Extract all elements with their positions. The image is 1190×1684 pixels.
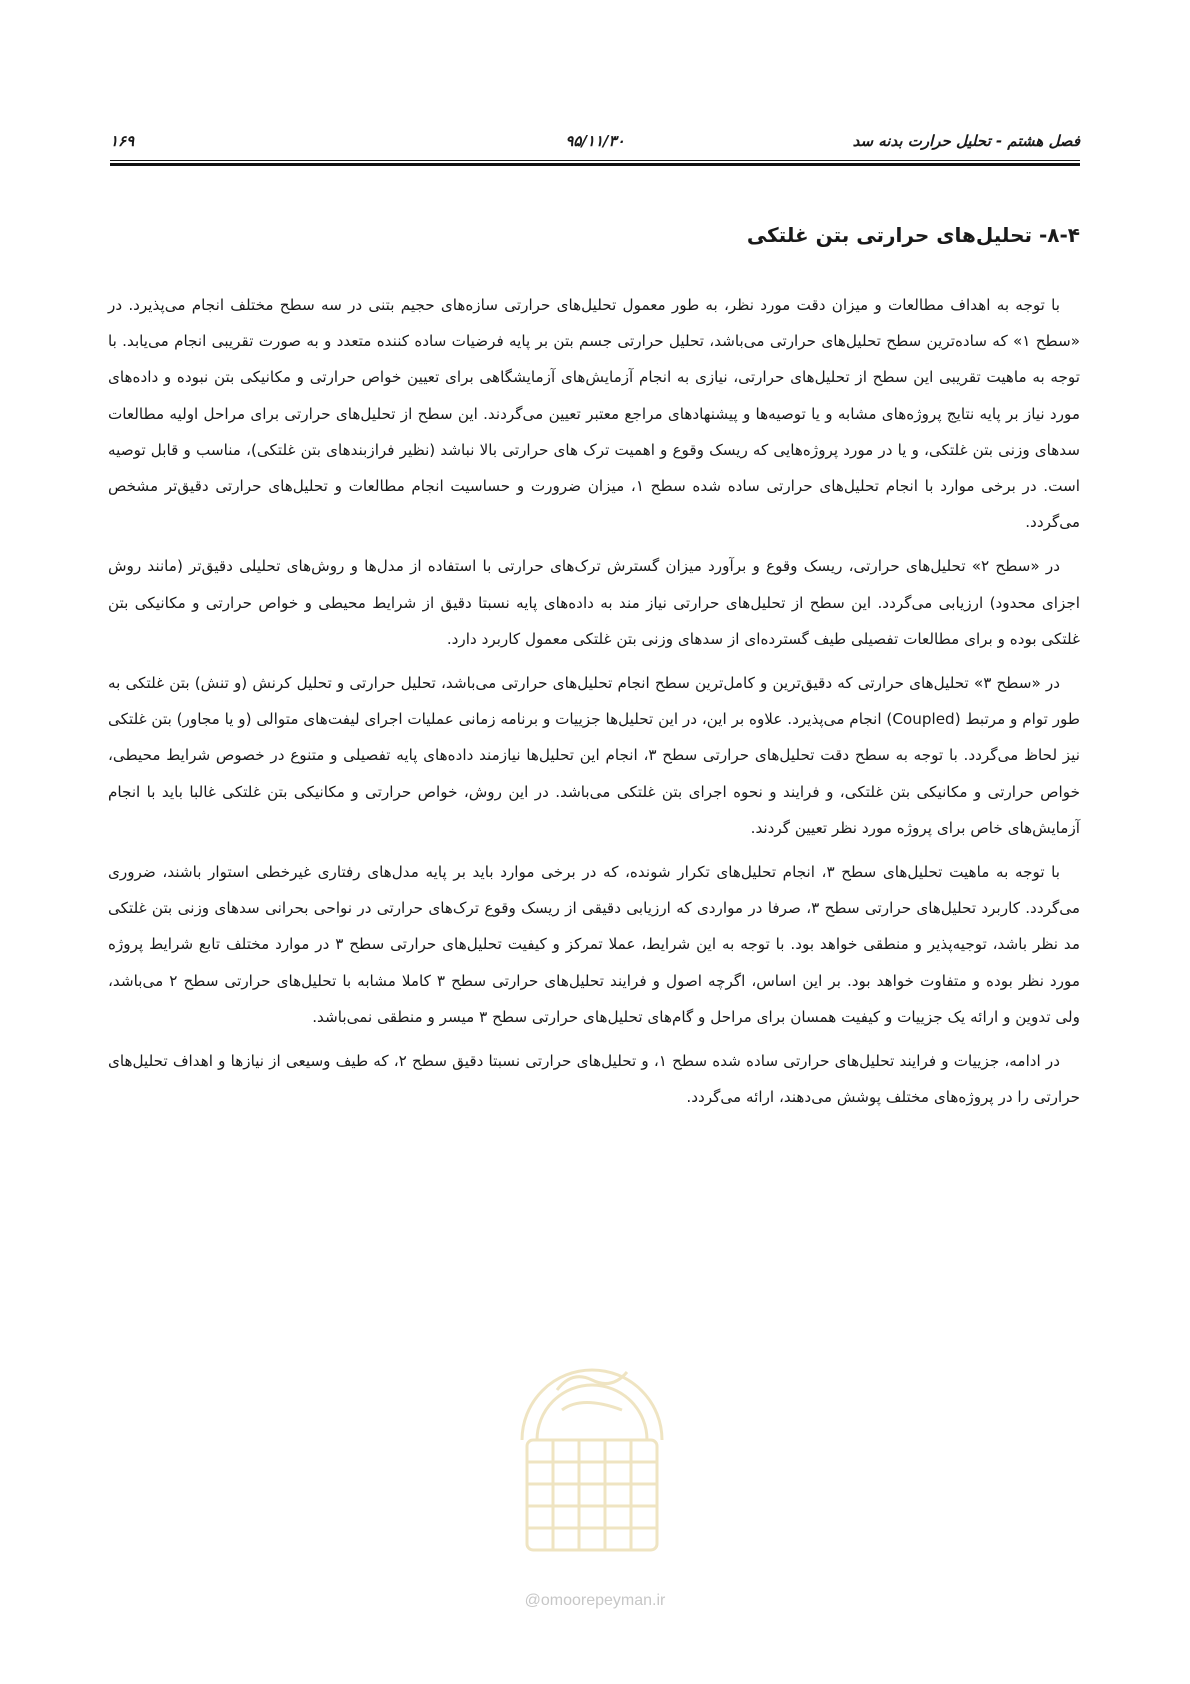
page-header: [110, 128, 1080, 154]
paragraph: در «سطح ۳» تحلیل‌های حرارتی که دقیق‌ترین و کامل‌ترین سطح انجام تحلیل‌های حرارتی می‌باشد، تحلیل حرارتی و تحلیل کرنش (و تنش) بتن غلتکی به طور توام و مرتبط (Coupled) انجام می‌پذیرد. علاوه بر این، در این تحلیل‌ها جزییات و برنامه زمانی عملیات اجرای لیفت‌های متوالی (و یا مجاور) بتن غلتکی نیز لحاظ می‌گردد. با توجه به سطح دقت تحلیل‌های حرارتی سطح ۳، انجام این تحلیل‌ها نیازمند داده‌های پایه تفصیلی و متنوع در خصوص شرایط محیطی، خواص حرارتی و مکانیکی بتن غلتکی، و فرایند و نحوه اجرای بتن غلتکی می‌باشد. در این روش، خواص حرارتی و مکانیکی بتن غلتکی غالبا باید با انجام آزمایش‌های خاص برای پروژه مورد نظر تعیین گردند.: [108, 674, 1080, 837]
paragraph: با توجه به اهداف مطالعات و میزان دقت مورد نظر، به طور معمول تحلیل‌های حرارتی سازه‌های حجیم بتنی در سه سطح مختلف انجام می‌پذیرد. در «سطح ۱» که ساده‌ترین سطح تحلیل‌های حرارتی می‌باشد، تحلیل حرارتی جسم بتن بر پایه فرضیات ساده کننده متعدد و به صورت تقریبی انجام می‌یابد. با توجه به ماهیت تقریبی این سطح از تحلیل‌های حرارتی، نیازی به انجام آزمایش‌های آزمایشگاهی برای تعیین خواص حرارتی و مکانیکی بتن نبوده و داده‌های مورد نیاز بر پایه نتایج پروژه‌های مشابه و یا توصیه‌ها و پیشنهادهای مراجع معتبر تعیین می‌گردند. این سطح از تحلیل‌های حرارتی برای مراحل اولیه مطالعات سدهای وزنی بتن غلتکی، و یا در مورد پروژه‌هایی که ریسک وقوع و اهمیت ترک های حرارتی بالا نباشد (نظیر فرازبندهای بتن غلتکی)، مناسب و قابل توصیه است. در برخی موارد با انجام تحلیل‌های حرارتی ساده شده سطح ۱، میزان ضرورت و حساسیت انجام مطالعات و تحلیل‌های حرارتی دقیق‌تر مشخص می‌گردد.: [108, 296, 1081, 532]
section-heading: ۸-۴- تحلیل‌های حرارتی بتن غلتکی: [746, 223, 1080, 247]
header-date: ۹۵/۱۱/۳۰: [565, 132, 625, 150]
watermark-url: @omoorepeyman.ir: [524, 1592, 666, 1609]
body-text: [108, 287, 1080, 1123]
page-number: ۱۶۹: [110, 132, 135, 150]
paragraph: با توجه به ماهیت تحلیل‌های سطح ۳، انجام تحلیل‌های تکرار شونده، که در برخی موارد باید بر پایه مدل‌های رفتاری غیرخطی استوار باشند، ضروری می‌گردد. کاربرد تحلیل‌های حرارتی سطح ۳، صرفا در مواردی که ارزیابی دقیقی از ریسک وقوع ترک‌های حرارتی در نواحی بحرانی سدهای وزنی بتن غلتکی مد نظر باشد، توجیه‌پذیر و منطقی خواهد بود. با توجه به این شرایط، عملا تمرکز و کیفیت تحلیل‌های حرارتی سطح ۳ در موارد مختلف تابع شرایط پروژه مورد نظر بوده و متفاوت خواهد بود. بر این اساس، اگرچه اصول و فرایند تحلیل‌های حرارتی سطح ۳ کاملا مشابه با تحلیل‌های حرارتی سطح ۲ می‌باشد، ولی تدوین و ارائه یک جزییات و کیفیت همسان برای مراحل و گام‌های تحلیل‌های حرارتی سطح ۳ میسر و منطقی نمی‌باشد.: [108, 863, 1081, 1026]
paragraph: در ادامه، جزییات و فرایند تحلیل‌های حرارتی ساده شده سطح ۱، و تحلیل‌های حرارتی نسبتا دقیق سطح ۲، که طیف وسیعی از نیازها و اهداف تحلیل‌های حرارتی را در پروژه‌های مختلف پوشش می‌دهند، ارائه می‌گردد.: [108, 1052, 1080, 1107]
chapter-title: فصل هشتم - تحلیل حرارت بدنه سد: [852, 132, 1080, 150]
paragraph: در «سطح ۲» تحلیل‌های حرارتی، ریسک وقوع و برآورد میزان گسترش ترک‌های حرارتی با استفاده از مدل‌ها و روش‌های تحلیلی دقیق‌تر (مانند روش اجزای محدود) ارزیابی می‌گردد. این سطح از تحلیل‌های حرارتی نیاز مند به داده‌های پایه نسبتا دقیق از شرایط محیطی و خواص حرارتی و مکانیکی بتن غلتکی بوده و برای مطالعات تفصیلی طیف گسترده‌ای از سدهای وزنی بتن غلتکی معمول کاربرد دارد.: [108, 557, 1080, 648]
watermark-logo: [482, 1320, 702, 1580]
header-divider: [110, 160, 1080, 166]
